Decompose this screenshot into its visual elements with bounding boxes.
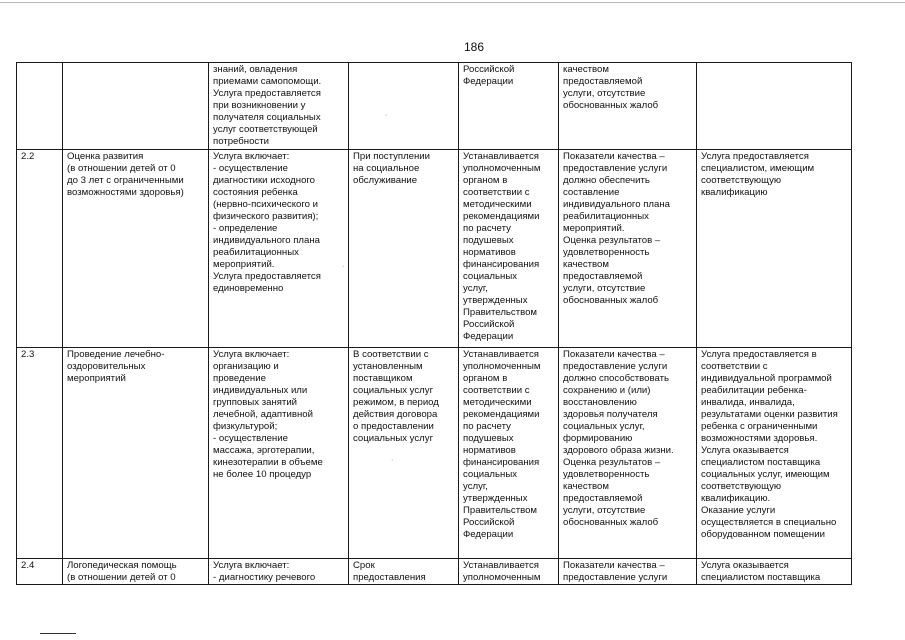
row-number-cell	[17, 63, 63, 150]
table-row-2-4	[17, 559, 852, 585]
service-timing-cell: Срок предоставления	[349, 559, 459, 585]
scan-speck: ·	[342, 263, 345, 270]
service-conditions-cell	[697, 63, 852, 150]
services-table	[16, 62, 852, 585]
service-tariff-cell: Устанавливается уполномоченным органом в соответствии с методическими рекомендациями по расчету подушевых нормативов финансирования социальных услуг, утвержденных Правительством Российской Федерации	[459, 348, 559, 559]
service-name-cell: Оценка развития (в отношении детей от 0 до 3 лет с ограниченными возможностями здоровья)	[63, 150, 209, 348]
service-quality-cell: Показатели качества – предоставление услуги должно способствовать сохранению и (или) восстановлению здоровья получателя социальных услуг, формированию здорового образа жизни. Оценка результатов – удовлетворенность качеством предоставляемой услуги, отсутствие обоснованных жалоб	[559, 348, 697, 559]
service-content-cell: Услуга включает: - диагностику речевого	[209, 559, 349, 585]
service-timing-cell: В соответствии с установленным поставщиком социальных услуг режимом, в период действия договора о предоставлении социальных услуг	[349, 348, 459, 559]
row-number-cell: 2.3	[17, 348, 63, 559]
table-row-2-2	[17, 150, 852, 348]
service-quality-cell: Показатели качества – предоставление услуги	[559, 559, 697, 585]
service-tariff-cell: Российской Федерации	[459, 63, 559, 150]
service-name-cell: Логопедическая помощь (в отношении детей от 0	[63, 559, 209, 585]
scan-speck: ·	[385, 112, 388, 119]
service-content-cell: Услуга включает: организацию и проведение индивидуальных или групповых занятий лечебной, адаптивной физкультурой; - осуществление массажа, эрготерапии, кинезотерапии в объеме не более 10 процедур	[209, 348, 349, 559]
service-tariff-cell: Устанавливается уполномоченным органом в соответствии с методическими рекомендациями по расчету подушевых нормативов финансирования социальных услуг, утвержденных Правительством Российской Федерации	[459, 150, 559, 348]
service-name-cell: Проведение лечебно- оздоровительных мероприятий	[63, 348, 209, 559]
service-timing-cell: При поступлении на социальное обслуживание	[349, 150, 459, 348]
service-name-cell	[63, 63, 209, 150]
service-tariff-cell: Устанавливается уполномоченным	[459, 559, 559, 585]
service-timing-cell	[349, 63, 459, 150]
page-number: 186	[463, 40, 485, 54]
table-row-continued	[17, 63, 852, 150]
service-content-cell: Услуга включает: - осуществление диагностики исходного состояния ребенка (нервно-психического и физического развития); - определение индивидуального плана реабилитационных мероприятий. Услуга предоставляется единовременно	[209, 150, 349, 348]
scan-speck: ·	[391, 457, 394, 464]
row-number-cell: 2.4	[17, 559, 63, 585]
table-row-2-3	[17, 348, 852, 559]
bottom-scan-edge	[40, 633, 76, 634]
service-conditions-cell: Услуга оказывается специалистом поставщика	[697, 559, 852, 585]
service-quality-cell: качеством предоставляемой услуги, отсутствие обоснованных жалоб	[559, 63, 697, 150]
service-content-cell: знаний, овладения приемами самопомощи. Услуга предоставляется при возникновении у получателя социальных услуг соответствующей потребности	[209, 63, 349, 150]
row-number-cell: 2.2	[17, 150, 63, 348]
service-conditions-cell: Услуга предоставляется в соответствии с индивидуальной программой реабилитации ребенка- инвалида, инвалида, результатами оценки развития ребенка с ограниченными возможностями здоровья. Услуга оказывается специалистом поставщика социальных услуг, имеющим соответствующую квалификацию. Оказание услуги осуществляется в специально оборудованном помещении	[697, 348, 852, 559]
top-scan-edge	[0, 2, 905, 3]
service-conditions-cell: Услуга предоставляется специалистом, имеющим соответствующую квалификацию	[697, 150, 852, 348]
service-quality-cell: Показатели качества – предоставление услуги должно обеспечить составление индивидуального плана реабилитационных мероприятий. Оценка результатов – удовлетворенность качеством предоставляемой услуги, отсутствие обоснованных жалоб	[559, 150, 697, 348]
